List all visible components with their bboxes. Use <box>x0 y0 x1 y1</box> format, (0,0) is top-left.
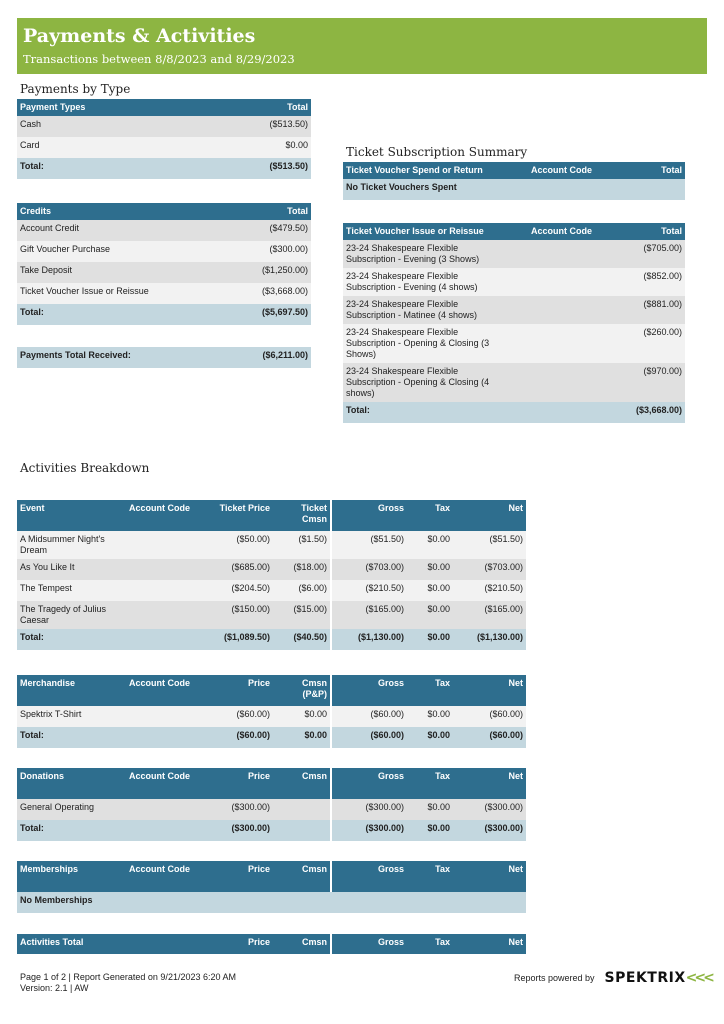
powered-by <box>514 970 712 986</box>
cell: Spektrix T-Shirt <box>17 706 121 727</box>
cell: ($703.00) <box>331 559 407 580</box>
column-header: Price <box>193 675 273 706</box>
cell <box>511 268 595 296</box>
column-header: Account Code <box>121 861 193 892</box>
column-header: Price <box>193 861 273 892</box>
column-header: Account Code <box>121 500 193 531</box>
column-header: Memberships <box>17 861 121 892</box>
cell: ($15.00) <box>273 601 331 629</box>
table-row <box>17 559 526 580</box>
column-header: Cmsn <box>273 768 331 799</box>
cell: ($300.00) <box>217 241 311 262</box>
cell: ($204.50) <box>193 580 273 601</box>
payment-types-table <box>17 99 311 179</box>
cell: General Operating <box>17 799 121 820</box>
table-header-row <box>343 223 685 240</box>
cell: Payments Total Received: <box>17 347 217 368</box>
cell: ($1,130.00) <box>331 629 407 650</box>
report-header-banner <box>17 18 707 74</box>
column-header: Credits <box>17 203 217 220</box>
table-row <box>17 116 311 137</box>
table-total-row <box>343 402 685 423</box>
column-header: Merchandise <box>17 675 121 706</box>
cell: ($300.00) <box>193 820 273 841</box>
table-row <box>17 601 526 629</box>
payments-by-type-title: Payments by Type <box>20 82 131 96</box>
column-header: Payment Types <box>17 99 217 116</box>
column-header: Gross <box>331 861 407 892</box>
empty-message: No Ticket Vouchers Spent <box>343 179 685 200</box>
table-row <box>17 799 526 820</box>
table-row <box>17 283 311 304</box>
table-row <box>343 268 685 296</box>
cell: Total: <box>17 158 217 179</box>
cell <box>273 820 331 841</box>
cell: $0.00 <box>407 799 453 820</box>
cell: ($703.00) <box>453 559 526 580</box>
cell: ($300.00) <box>453 820 526 841</box>
column-header: Price <box>193 934 273 954</box>
column-header: Total <box>217 203 311 220</box>
cell: $0.00 <box>273 706 331 727</box>
cell: ($881.00) <box>595 296 685 324</box>
cell: ($51.50) <box>453 531 526 559</box>
table-header-row <box>17 203 311 220</box>
cell: ($6.00) <box>273 580 331 601</box>
version-info: Version: 2.1 | AW <box>20 983 89 993</box>
cell: 23-24 Shakespeare Flexible Subscription - Evening (3 Shows) <box>343 240 511 268</box>
cell: $0.00 <box>407 601 453 629</box>
page-info: Page 1 of 2 | Report Generated on 9/21/2023 6:20 AM <box>20 972 236 982</box>
column-header: Cmsn <box>273 861 331 892</box>
cell: ($40.50) <box>273 629 331 650</box>
payments-total-table <box>17 347 311 368</box>
voucher-issue-table <box>343 223 685 423</box>
cell: Account Credit <box>17 220 217 241</box>
cell: Card <box>17 137 217 158</box>
column-header: Total <box>217 99 311 116</box>
table-row <box>17 531 526 559</box>
cell: ($18.00) <box>273 559 331 580</box>
table-row <box>17 220 311 241</box>
cell: ($60.00) <box>193 706 273 727</box>
events-table <box>17 500 526 650</box>
cell <box>511 324 595 363</box>
cell: ($260.00) <box>595 324 685 363</box>
table-row <box>343 324 685 363</box>
table-header-row <box>17 934 526 954</box>
cell: Total: <box>17 727 121 748</box>
cell: Ticket Voucher Issue or Reissue <box>17 283 217 304</box>
cell <box>121 727 193 748</box>
ticket-subscription-title: Ticket Subscription Summary <box>346 145 528 159</box>
column-header: Gross <box>331 768 407 799</box>
cell: ($3,668.00) <box>217 283 311 304</box>
table-row <box>343 296 685 324</box>
column-header: Net <box>453 861 526 892</box>
cell: ($60.00) <box>331 706 407 727</box>
column-header: Ticket Price <box>193 500 273 531</box>
cell: 23-24 Shakespeare Flexible Subscription - Matinee (4 shows) <box>343 296 511 324</box>
cell: Gift Voucher Purchase <box>17 241 217 262</box>
cell: ($852.00) <box>595 268 685 296</box>
payments-total-row <box>17 347 311 368</box>
table-row <box>17 137 311 158</box>
cell: ($479.50) <box>217 220 311 241</box>
donations-table <box>17 768 526 841</box>
brand-name: SPEKTRIX <box>604 970 686 986</box>
cell <box>121 706 193 727</box>
table-row <box>17 706 526 727</box>
cell: $0.00 <box>407 580 453 601</box>
cell: Total: <box>17 304 217 325</box>
column-header: Tax <box>407 500 453 531</box>
cell <box>121 629 193 650</box>
cell <box>121 820 193 841</box>
column-header: Cmsn (P&P) <box>273 675 331 706</box>
table-total-row <box>17 304 311 325</box>
cell: ($210.50) <box>453 580 526 601</box>
empty-message: No Memberships <box>17 892 526 913</box>
cell: $0.00 <box>407 531 453 559</box>
cell: ($1.50) <box>273 531 331 559</box>
cell: ($705.00) <box>595 240 685 268</box>
credits-table <box>17 203 311 325</box>
cell: $0.00 <box>273 727 331 748</box>
column-header: Ticket Voucher Issue or Reissue <box>343 223 511 240</box>
cell: 23-24 Shakespeare Flexible Subscription - Opening & Closing (4 shows) <box>343 363 511 402</box>
column-header: Activities Total <box>17 934 121 954</box>
column-header: Tax <box>407 934 453 954</box>
table-total-row <box>17 727 526 748</box>
cell: ($513.50) <box>217 158 311 179</box>
cell: ($300.00) <box>193 799 273 820</box>
cell: ($165.00) <box>453 601 526 629</box>
cell: ($60.00) <box>331 727 407 748</box>
cell: ($51.50) <box>331 531 407 559</box>
activities-total-table <box>17 934 526 954</box>
table-total-row <box>17 158 311 179</box>
cell <box>121 799 193 820</box>
cell: Total: <box>17 629 121 650</box>
cell: ($1,250.00) <box>217 262 311 283</box>
table-header-row <box>17 861 526 892</box>
table-row <box>17 262 311 283</box>
column-header: Account Code <box>121 768 193 799</box>
powered-by-label: Reports powered by <box>514 973 595 983</box>
column-header: Net <box>453 768 526 799</box>
cell: 23-24 Shakespeare Flexible Subscription - Evening (4 shows) <box>343 268 511 296</box>
table-header-row <box>17 99 311 116</box>
cell <box>121 601 193 629</box>
table-header-row <box>17 675 526 706</box>
column-header: Gross <box>331 675 407 706</box>
column-header: Tax <box>407 675 453 706</box>
cell: ($50.00) <box>193 531 273 559</box>
cell <box>121 559 193 580</box>
cell <box>511 240 595 268</box>
spektrix-logo <box>605 970 712 986</box>
cell: ($513.50) <box>217 116 311 137</box>
cell: ($300.00) <box>331 799 407 820</box>
column-header: Net <box>453 934 526 954</box>
cell <box>511 296 595 324</box>
cell: ($60.00) <box>453 706 526 727</box>
column-header: Gross <box>331 500 407 531</box>
cell: Total: <box>17 820 121 841</box>
cell: ($5,697.50) <box>217 304 311 325</box>
table-row <box>343 240 685 268</box>
table-row <box>343 363 685 402</box>
column-header: Price <box>193 768 273 799</box>
empty-row <box>17 892 526 913</box>
cell: $0.00 <box>407 727 453 748</box>
cell: ($300.00) <box>331 820 407 841</box>
column-header: Tax <box>407 861 453 892</box>
merchandise-table <box>17 675 526 748</box>
cell: Total: <box>343 402 511 423</box>
table-header-row <box>17 768 526 799</box>
cell: The Tempest <box>17 580 121 601</box>
activities-breakdown-title: Activities Breakdown <box>20 461 150 475</box>
cell: ($970.00) <box>595 363 685 402</box>
cell: Cash <box>17 116 217 137</box>
column-header: Total <box>595 223 685 240</box>
cell <box>273 799 331 820</box>
cell: $0.00 <box>407 629 453 650</box>
column-header: Total <box>595 162 685 179</box>
cell: 23-24 Shakespeare Flexible Subscription - Opening & Closing (3 Shows) <box>343 324 511 363</box>
cell: The Tragedy of Julius Caesar <box>17 601 121 629</box>
column-header: Gross <box>331 934 407 954</box>
column-header: Account Code <box>121 675 193 706</box>
empty-row <box>343 179 685 200</box>
cell <box>511 402 595 423</box>
cell: Take Deposit <box>17 262 217 283</box>
cell: As You Like It <box>17 559 121 580</box>
cell: ($685.00) <box>193 559 273 580</box>
cell: ($1,089.50) <box>193 629 273 650</box>
table-header-row <box>17 500 526 531</box>
report-title: Payments & Activities <box>23 25 256 47</box>
cell: ($150.00) <box>193 601 273 629</box>
cell: $0.00 <box>407 559 453 580</box>
table-row <box>17 580 526 601</box>
cell <box>121 580 193 601</box>
memberships-table <box>17 861 526 913</box>
column-header: Ticket Cmsn <box>273 500 331 531</box>
column-header: Net <box>453 500 526 531</box>
cell: ($60.00) <box>193 727 273 748</box>
cell <box>121 531 193 559</box>
cell: ($165.00) <box>331 601 407 629</box>
cell: ($300.00) <box>453 799 526 820</box>
cell: $0.00 <box>407 820 453 841</box>
report-footer-info <box>20 972 236 994</box>
table-row <box>17 241 311 262</box>
column-header: Tax <box>407 768 453 799</box>
cell: A Midsummer Night's Dream <box>17 531 121 559</box>
cell: $0.00 <box>407 706 453 727</box>
column-header: Cmsn <box>273 934 331 954</box>
column-header: Account Code <box>511 162 595 179</box>
column-header: Net <box>453 675 526 706</box>
cell: ($1,130.00) <box>453 629 526 650</box>
chevron-logo-icon: <<< <box>685 970 712 986</box>
cell: ($210.50) <box>331 580 407 601</box>
column-header: Event <box>17 500 121 531</box>
report-date-range: Transactions between 8/8/2023 and 8/29/2023 <box>23 52 295 66</box>
column-header: Donations <box>17 768 121 799</box>
cell: ($3,668.00) <box>595 402 685 423</box>
cell: $0.00 <box>217 137 311 158</box>
cell <box>511 363 595 402</box>
cell: ($6,211.00) <box>217 347 311 368</box>
column-header: Account Code <box>511 223 595 240</box>
column-header: Ticket Voucher Spend or Return <box>343 162 511 179</box>
column-header <box>121 934 193 954</box>
cell: ($60.00) <box>453 727 526 748</box>
voucher-spend-table <box>343 162 685 200</box>
table-header-row <box>343 162 685 179</box>
table-total-row <box>17 820 526 841</box>
table-total-row <box>17 629 526 650</box>
